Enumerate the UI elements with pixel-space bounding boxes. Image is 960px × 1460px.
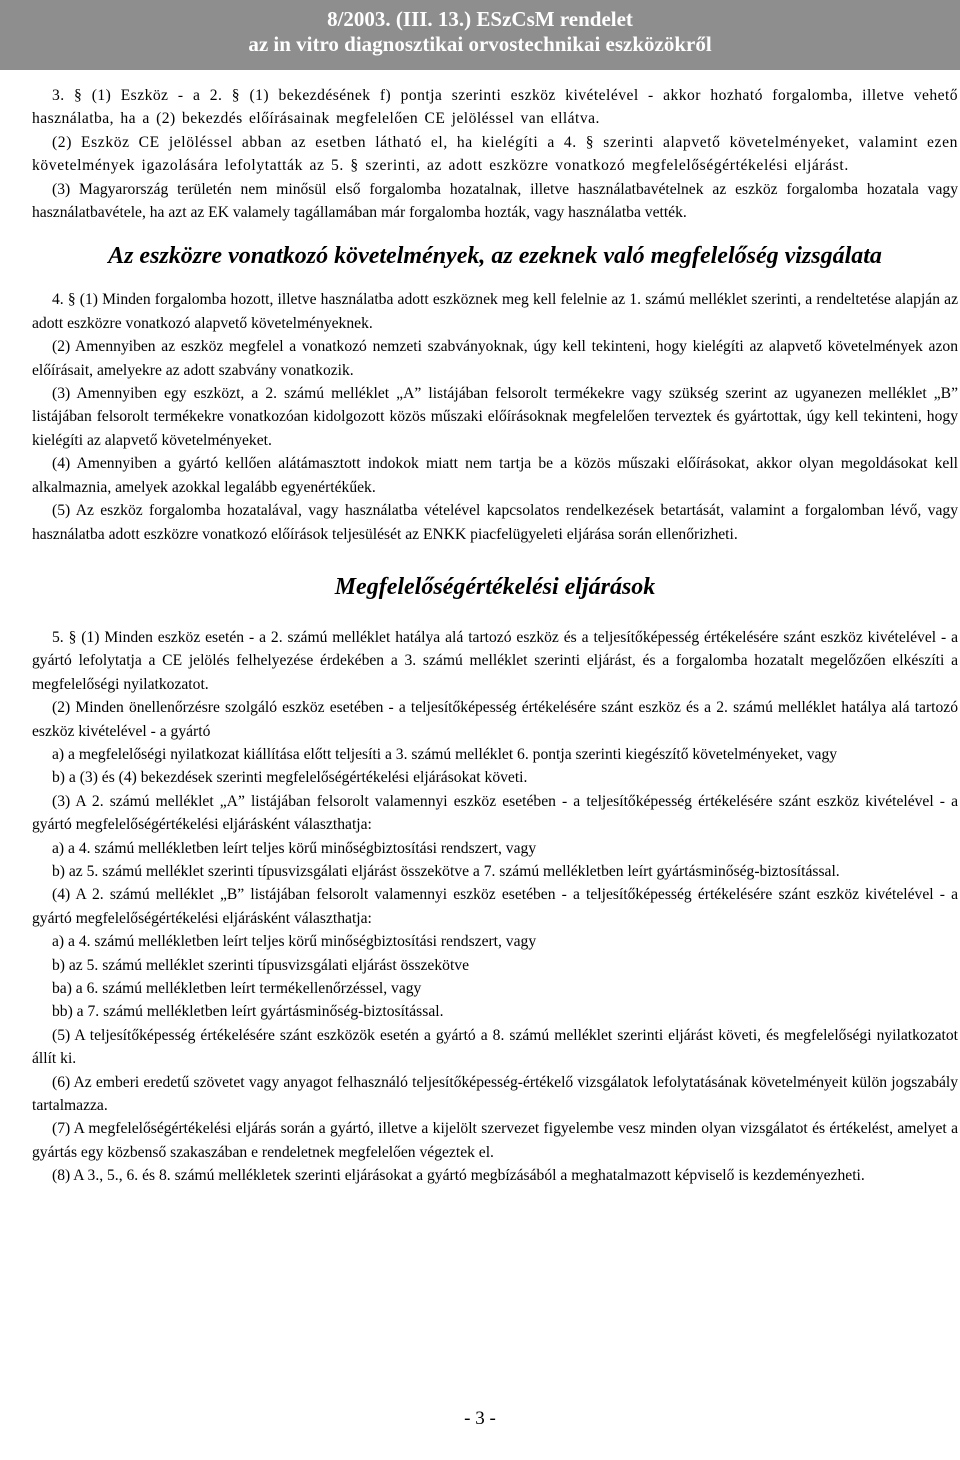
section-4-para-2: (2) Amennyiben az eszköz megfelel a vonatkozó nemzeti szabványoknak, úgy kell tekinteni, hogy kielégíti az alapvető követelmények azon előírásait, amelyekre az adott szabvány vonatkozik. (32, 338, 958, 379)
section-4-para-5: (5) Az eszköz forgalomba hozatalával, vagy használatba vételével kapcsolatos rendelkezések betartását, valamint a forgalomban lévő, vagy használatba adott eszközre vonatkozó előírások teljesülését az ENKK piacfelügyeleti eljárása során ellenőrizheti. (32, 502, 958, 543)
section-4-para-4: (4) Amennyiben a gyártó kellően alátámasztott indokok miatt nem tartja be a közös műszaki előírásokat, akkor olyan megoldásokat kell alkalmaznia, amelyek azokkal legalább egyenértékűek. (32, 455, 958, 496)
section-5-para-4-item-a: a) a 4. számú mellékletben leírt teljes körű minőségbiztosítási rendszert, vagy (52, 933, 537, 951)
section-3-para-2: (2) Eszköz CE jelöléssel abban az esetben látható el, ha kielégíti a 4. § szerinti alapvető követelményeket, valamint ezen követelmények igazolására lefolytatták az 5. § szerinti, az adott eszközre vonatkozó megfelelőségértékelési eljárást. (32, 133, 958, 175)
section-heading-requirements: Az eszközre vonatkozó követelmények, az ezeknek való megfelelőség vizsgálata (108, 243, 882, 270)
document-body (32, 84, 958, 1188)
section-5-para-5: (5) A teljesítőképesség értékelésére szánt eszközök esetén a gyártó a 8. számú melléklet szerinti eljárást követi, és megfelelőségi nyilatkozatot állít ki. (32, 1026, 958, 1068)
section-5-para-4-item-b: b) az 5. számú melléklet szerinti típusvizsgálati eljárást összekötve (52, 956, 469, 974)
section-5-para-3: (3) A 2. számú melléklet „A” listájában felsorolt valamennyi eszköz esetében - a teljesítőképesség értékelésére szánt eszköz kivételével - a gyártó megfelelőségértékelési eljárásként választhatja: (32, 792, 958, 834)
section-heading-procedures: Megfelelőségértékelési eljárások (334, 573, 656, 600)
section-5-para-3-item-b: b) az 5. számú melléklet szerinti típusvizsgálati eljárást összekötve a 7. számú mellékletben leírt gyártásminőség-biztosítással. (52, 862, 840, 880)
section-5-para-4-item-ba: ba) a 6. számú mellékletben leírt termékellenőrzéssel, vagy (52, 980, 422, 997)
section-5-para-2-item-a: a) a megfelelőségi nyilatkozat kiállítása előtt teljesíti a 3. számú melléklet 6. pontja szerinti kiegészítő követelményeket, vagy (52, 745, 838, 763)
section-5-para-1: 5. § (1) Minden eszköz esetén - a 2. számú melléklet hatálya alá tartozó eszköz és a teljesítőképesség értékelésére szánt eszköz kivételével - a gyártó lefolytatja a CE jelölés felhelyezése érdekében a 3. számú melléklet szerinti eljárást, és a forgalomba hozatalt megelőzően elkészíti a megfelelőségi nyilatkozatot. (32, 628, 958, 693)
section-3-para-3: (3) Magyarország területén nem minősül első forgalomba hozatalnak, illetve használatbavételnek az eszköz forgalomba hozatala vagy használatbavétele, ha azt az EK valamely tagállamában már forgalomba hozták, vagy használatba vették. (32, 180, 958, 222)
section-4-para-1: 4. § (1) Minden forgalomba hozott, illetve használatba adott eszköznek meg kell felelnie az 1. számú melléklet szerinti, a rendeltetése alapján az adott eszközre vonatkozó alapvető követelményeknek. (32, 291, 958, 332)
section-5-para-3-item-a: a) a 4. számú mellékletben leírt teljes körű minőségbiztosítási rendszert, vagy (52, 839, 537, 857)
section-5-para-6: (6) Az emberi eredetű szövetet vagy anyagot felhasználó teljesítőképesség-értékelő vizsgálatok lefolytatásának követelményeit külön jogszabály tartalmazza. (32, 1073, 958, 1115)
section-5-para-2: (2) Minden önellenőrzésre szolgáló eszköz esetében - a teljesítőképesség értékelésére szánt eszköz és a 2. számú melléklet hatálya alá tartozó eszköz kivételével - a gyártó (32, 699, 958, 740)
section-3-para-1: 3. § (1) Eszköz - a 2. § (1) bekezdésének f) pontja szerinti eszköz kivételével - akkor hozható forgalomba, illetve vehető használatba, ha a (2) bekezdés előírásainak megfelelően CE jelöléssel van ellátva. (32, 87, 958, 128)
section-5-para-4-item-bb: bb) a 7. számú mellékletben leírt gyártásminőség-biztosítással. (52, 1003, 444, 1021)
page-number: - 3 - (464, 1408, 496, 1429)
document-header (0, 0, 960, 70)
header-title: 8/2003. (III. 13.) ESzCsM rendelet (327, 7, 633, 31)
section-5-para-4: (4) A 2. számú melléklet „B” listájában felsorolt valamennyi eszköz esetében - a teljesítőképesség értékelésére szánt eszköz kivételével - a gyártó megfelelőségértékelési eljárásként választhatja: (32, 886, 958, 927)
section-4-para-3: (3) Amennyiben egy eszközt, a 2. számú melléklet „A” listájában felsorolt termékekre vagy szükség szerint az ugyanezen melléklet „B” listájában felsorolt termékekre vonatkozóan kidolgozott közös műszaki előírásoknak megfelelően terveztek és gyártottak, úgy kell tekinteni, hogy kielégíti az alapvető követelményeket. (32, 385, 958, 449)
section-5-para-2-item-b: b) a (3) és (4) bekezdések szerinti megfelelőségértékelési eljárásokat követi. (52, 769, 528, 787)
section-5-para-7: (7) A megfelelőségértékelési eljárás során a gyártó, illetve a kijelölt szervezet figyelembe vesz minden olyan vizsgálatot és értékelést, amelyet a gyártás egy közbenső szakaszában e rendeletnek megfelelően végeztek el. (32, 1120, 958, 1161)
section-5-para-8: (8) A 3., 5., 6. és 8. számú mellékletek szerinti eljárásokat a gyártó megbízásából a meghatalmazott képviselő is kezdeményezheti. (52, 1167, 865, 1185)
header-subtitle: az in vitro diagnosztikai orvostechnikai eszközökről (248, 32, 712, 56)
